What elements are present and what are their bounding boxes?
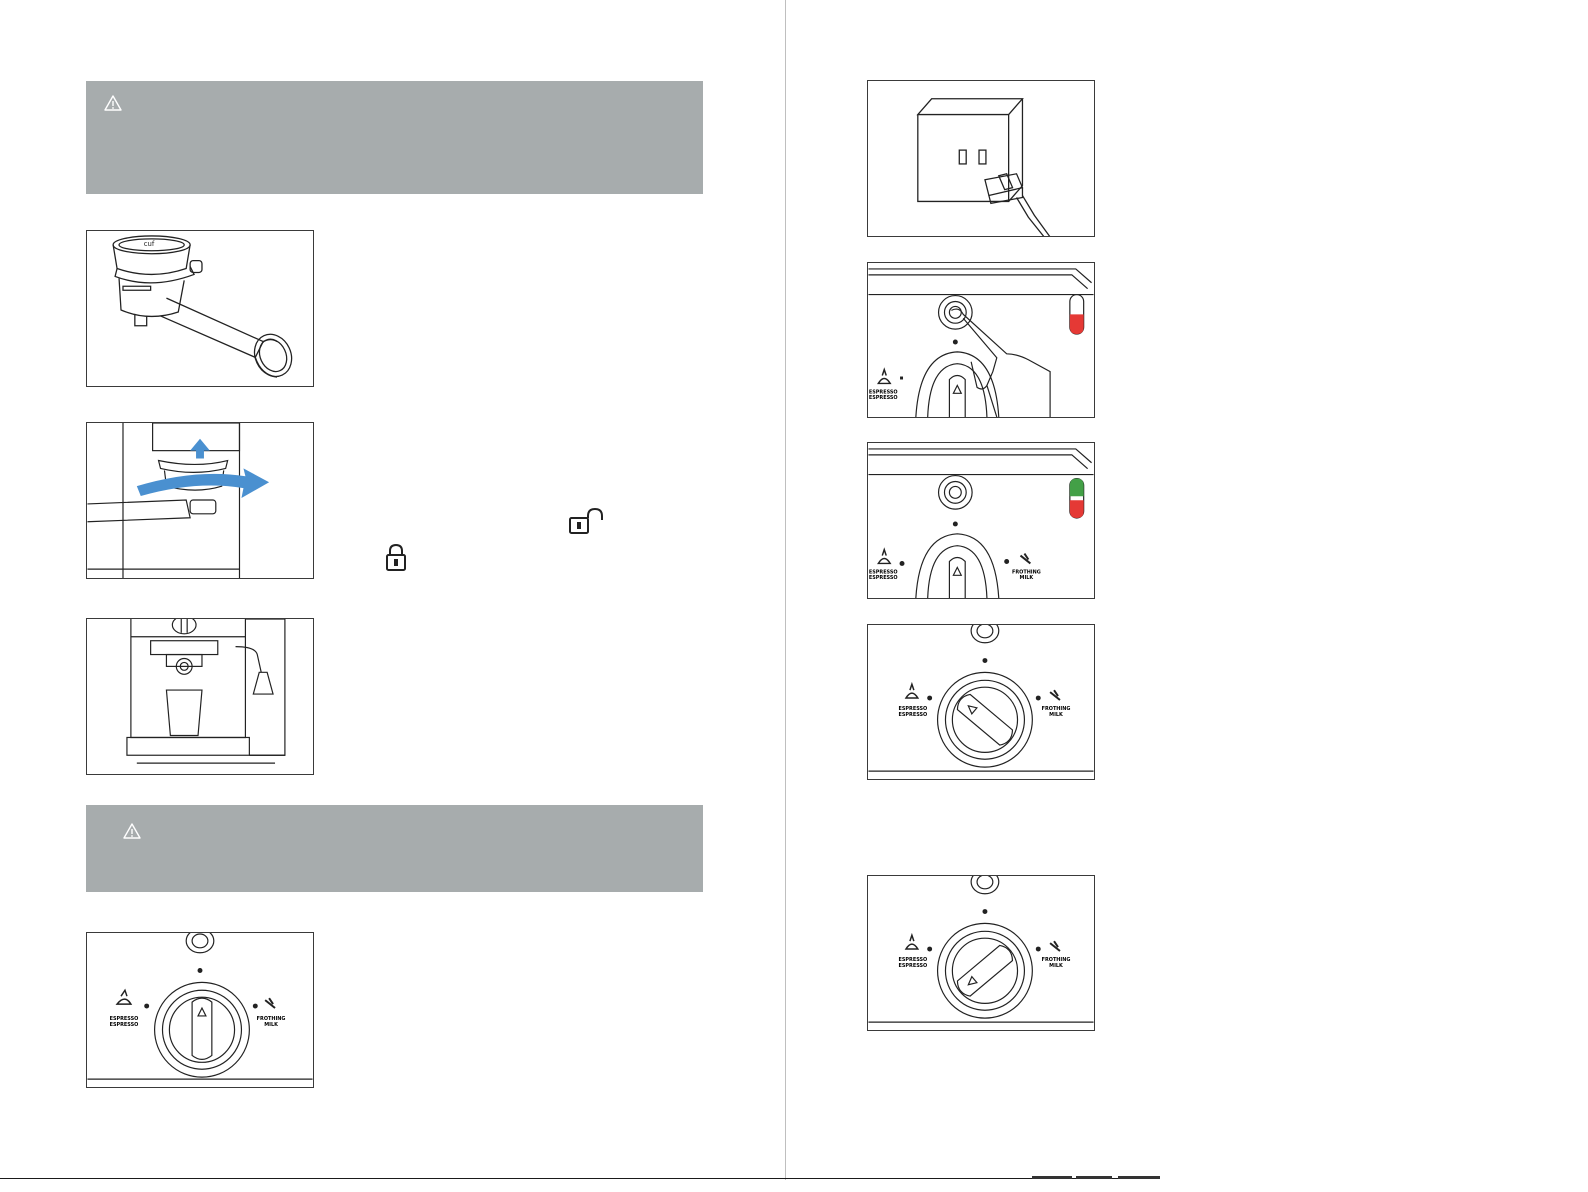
svg-text:cuf: cuf [143,239,155,248]
page-bottom-mark [1076,1176,1112,1179]
insert-portafilter-illustration [86,422,314,579]
machine-with-cup-illustration [86,618,314,775]
portafilter-illustration [86,230,314,387]
espresso-label-line1: ESPRESSO [868,389,898,396]
frothing-label-line1: FROTHING [1041,705,1071,712]
page-bottom-mark [1118,1176,1160,1179]
frothing-label-line1: FROTHING [256,1015,286,1022]
frothing-label-line1: FROTHING [1041,956,1071,963]
espresso-label-line2: ESPRESSO [109,1021,139,1028]
page-bottom-rule [0,1178,1160,1179]
press-power-button-illustration [867,262,1095,418]
frothing-label-line2: MILK [1049,962,1063,969]
locked-padlock-icon [385,543,407,572]
espresso-label-line1: ESPRESSO [109,1015,139,1022]
espresso-label-line1: ESPRESSO [868,569,898,576]
espresso-label-line2: ESPRESSO [898,962,928,969]
control-knob-frothing-illustration [867,875,1095,1031]
warning-box-bottom [86,805,703,892]
page-bottom-mark [1032,1176,1072,1179]
espresso-label-line2: ESPRESSO [868,395,898,402]
frothing-label-line2: MILK [1019,575,1034,582]
espresso-label-line1: ESPRESSO [898,956,928,963]
espresso-label-line1: ESPRESSO [898,705,928,712]
warning-triangle-icon [123,823,141,839]
page-spine [785,0,786,1180]
espresso-label-line2: ESPRESSO [898,711,928,718]
warning-box-top [86,81,703,194]
frothing-label-line1: FROTHING [1012,569,1041,576]
unlocked-padlock-icon [569,508,607,534]
wall-outlet-illustration [867,80,1095,237]
frothing-label-line2: MILK [1049,711,1063,718]
warning-triangle-icon [104,95,122,111]
control-knob-neutral-illustration [86,932,314,1088]
frothing-label-line2: MILK [264,1021,278,1028]
ready-indicator-illustration [867,442,1095,599]
espresso-label-line2: ESPRESSO [868,575,898,582]
control-knob-espresso-illustration [867,624,1095,780]
